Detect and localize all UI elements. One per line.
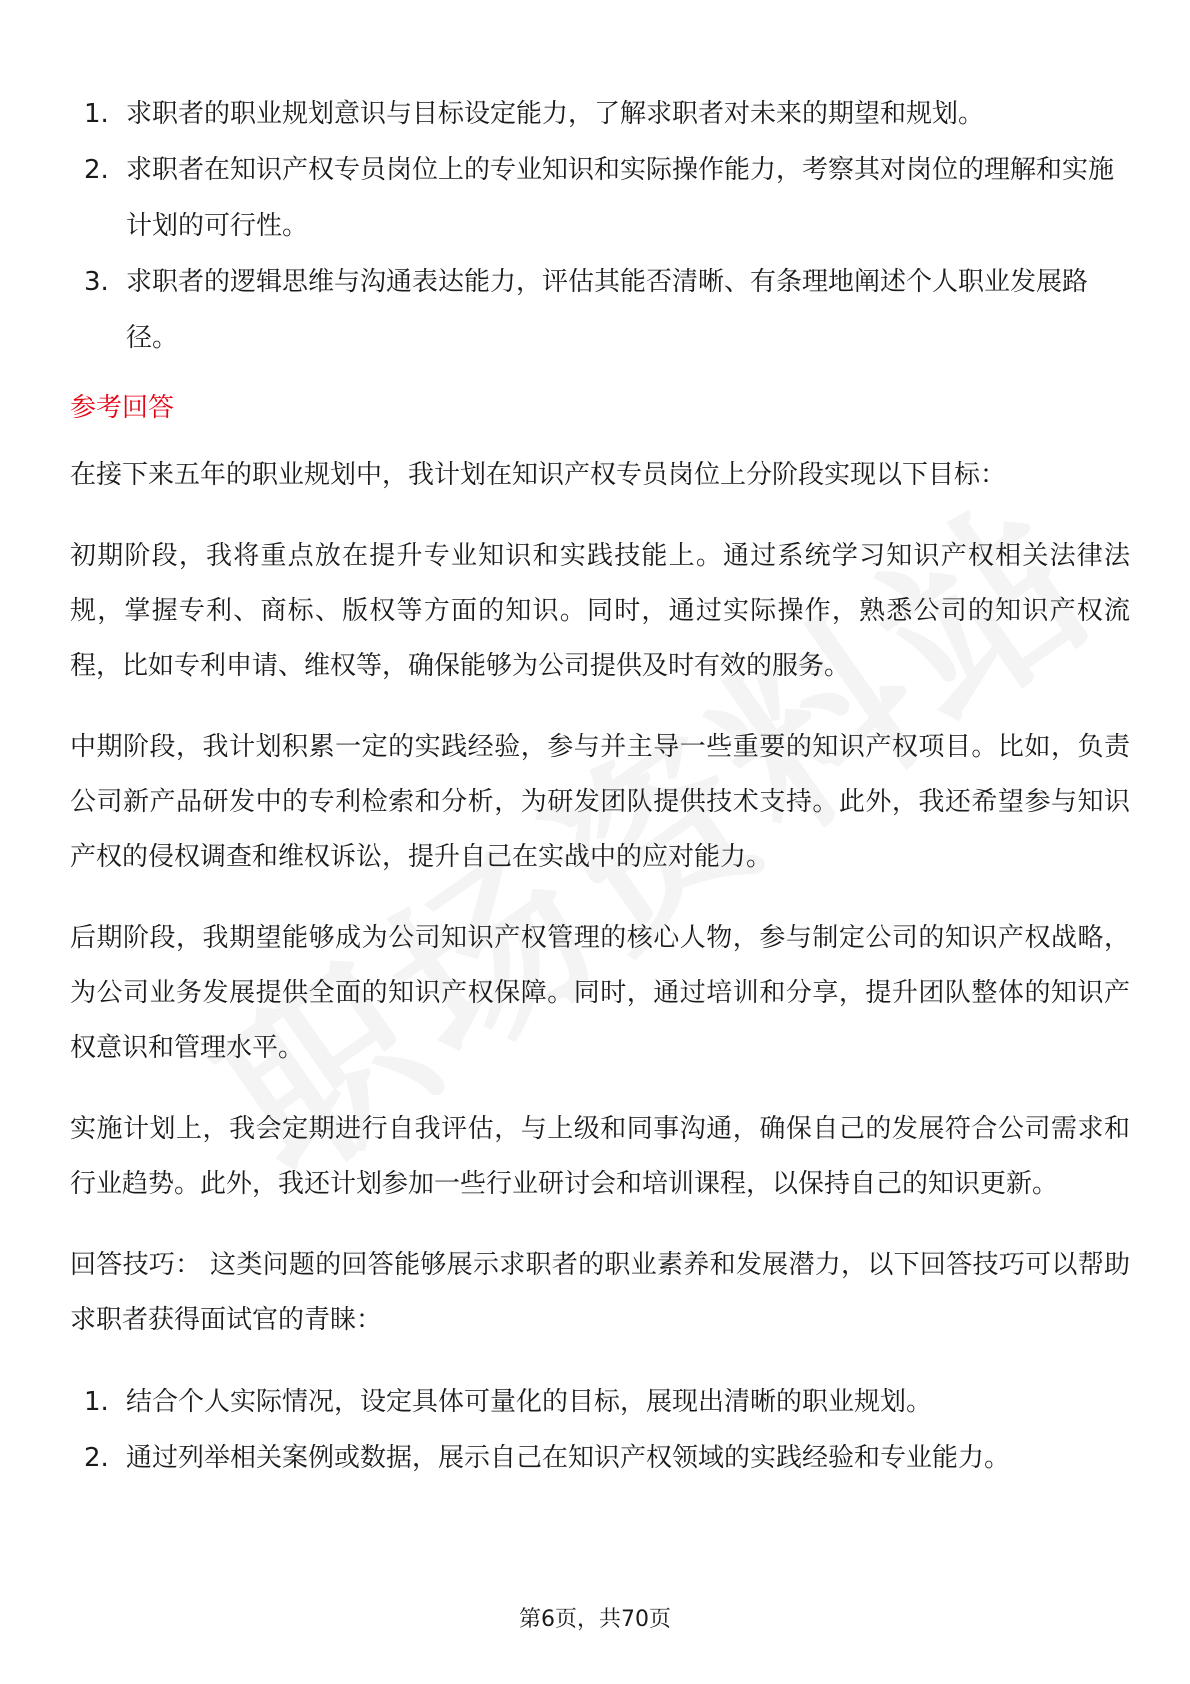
paragraph-implementation: 实施计划上，我会定期进行自我评估，与上级和同事沟通，确保自己的发展符合公司需求和行业趋势。此外，我还计划参加一些行业研讨会和培训课程，以保持自己的知识更新。 — [70, 1114, 1130, 1199]
paragraph-mid-stage: 中期阶段，我计划积累一定的实践经验，参与并主导一些重要的知识产权项目。比如，负责公司新产品研发中的专利检索和分析，为研发团队提供技术支持。此外，我还希望参与知识产权的侵权调查和维权诉讼，提升自己在实战中的应对能力。 — [70, 732, 1130, 872]
list-number: 1. — [84, 99, 109, 129]
list-number: 3. — [84, 267, 109, 297]
paragraph-late-stage: 后期阶段，我期望能够成为公司知识产权管理的核心人物，参与制定公司的知识产权战略，为公司业务发展提供全面的知识产权保障。同时，通过培训和分享，提升团队整体的知识产权意识和管理水平。 — [70, 923, 1130, 1063]
tips-list — [70, 1374, 1130, 1486]
list-text: 通过列举相关案例或数据，展示自己在知识产权领域的实践经验和专业能力。 — [126, 1443, 1011, 1473]
paragraph-tips: 回答技巧： 这类问题的回答能够展示求职者的职业素养和发展潜力，以下回答技巧可以帮助求职者获得面试官的青睐： — [70, 1250, 1130, 1335]
paragraph-intro: 在接下来五年的职业规划中，我计划在知识产权专员岗位上分阶段实现以下目标： — [70, 460, 1007, 490]
list-item — [70, 1430, 1130, 1486]
list-item — [70, 1374, 1130, 1430]
list-number: 1. — [84, 1387, 109, 1417]
list-item — [70, 86, 1130, 142]
reference-heading: 参考回答 — [70, 393, 175, 423]
paragraph-early-stage: 初期阶段，我将重点放在提升专业知识和实践技能上。通过系统学习知识产权相关法律法规，掌握专利、商标、版权等方面的知识。同时，通过实际操作，熟悉公司的知识产权流程，比如专利申请、维权等，确保能够为公司提供及时有效的服务。 — [70, 541, 1130, 681]
list-text: 求职者的逻辑思维与沟通表达能力，评估其能否清晰、有条理地阐述个人职业发展路径。 — [126, 267, 1089, 353]
list-item — [70, 254, 1130, 366]
list-number: 2. — [84, 155, 109, 185]
list-number: 2. — [84, 1443, 109, 1473]
intro-list — [70, 86, 1130, 366]
list-text: 求职者的职业规划意识与目标设定能力，了解求职者对未来的期望和规划。 — [126, 99, 985, 129]
page-number: 第6页，共70页 — [519, 1607, 671, 1632]
document-body — [70, 86, 1130, 1486]
list-item — [70, 142, 1130, 254]
list-text: 求职者在知识产权专员岗位上的专业知识和实际操作能力，考察其对岗位的理解和实施计划的可行性。 — [126, 155, 1115, 241]
list-text: 结合个人实际情况，设定具体可量化的目标，展现出清晰的职业规划。 — [126, 1387, 933, 1417]
